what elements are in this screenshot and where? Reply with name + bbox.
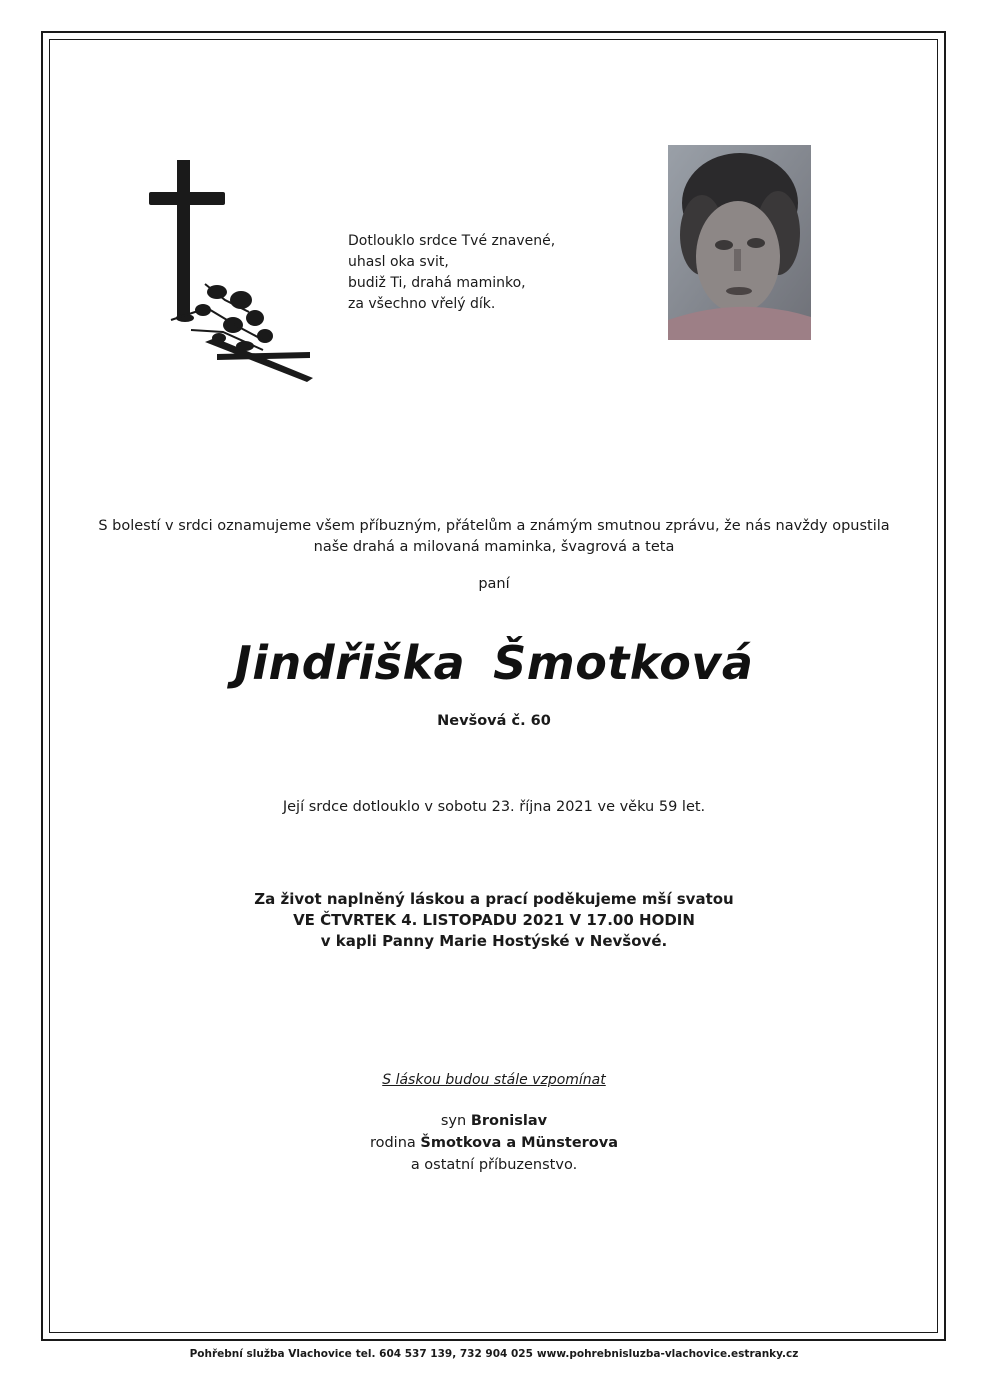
footer-phones: tel. 604 537 139, 732 904 025 — [355, 1348, 533, 1360]
footer-company: Pohřební služba Vlachovice — [189, 1348, 352, 1360]
footer — [0, 1348, 988, 1360]
first-name: Jindřiška — [234, 636, 466, 690]
verse-line: uhasl oka svit, — [348, 254, 449, 270]
title-word: paní — [478, 576, 510, 592]
announcement-line: naše drahá a milovaná maminka, švagrová a teta — [313, 539, 675, 555]
last-name: Šmotková — [493, 636, 754, 690]
footer-website[interactable]: www.pohrebnisluzba-vlachovice.estranky.cz — [536, 1348, 799, 1360]
verse-line: budiž Ti, drahá maminko, — [348, 275, 526, 291]
ceremony-line: Za život naplněný láskou a prací poděkujeme mší svatou — [254, 890, 734, 908]
verse-line: Dotlouklo srdce Tvé znavené, — [348, 233, 556, 249]
address: Nevšová č. 60 — [437, 713, 551, 729]
ceremony-line: v kapli Panny Marie Hostýské v Nevšové. — [320, 932, 668, 950]
ceremony-line: VE ČTVRTEK 4. LISTOPADU 2021 V 17.00 HODIN — [293, 911, 695, 929]
family-prefix: rodina — [369, 1135, 416, 1151]
announcement-text — [80, 516, 908, 558]
family-name: Bronislav — [470, 1113, 548, 1129]
family-name: Šmotkova a Münsterova — [420, 1135, 619, 1151]
family-line — [0, 1110, 988, 1132]
family-line — [0, 1132, 988, 1154]
family-list — [0, 1110, 988, 1176]
portrait-photo — [668, 145, 811, 340]
verse-line: za všechno vřelý dík. — [348, 296, 496, 312]
deceased-name — [0, 636, 988, 690]
family-line: a ostatní příbuzenstvo. — [410, 1157, 578, 1173]
ceremony-details — [0, 889, 988, 952]
verse-poem — [348, 231, 608, 315]
death-notice: Její srdce dotlouklo v sobotu 23. října 2021 ve věku 59 let. — [282, 799, 706, 815]
remembrance-heading: S láskou budou stále vzpomínat — [382, 1072, 606, 1088]
cross-with-roses-icon — [145, 160, 317, 382]
announcement-line: S bolestí v srdci oznamujeme všem příbuzným, přátelům a známým smutnou zprávu, že nás navždy opustila — [98, 518, 890, 534]
family-prefix: syn — [440, 1113, 467, 1129]
